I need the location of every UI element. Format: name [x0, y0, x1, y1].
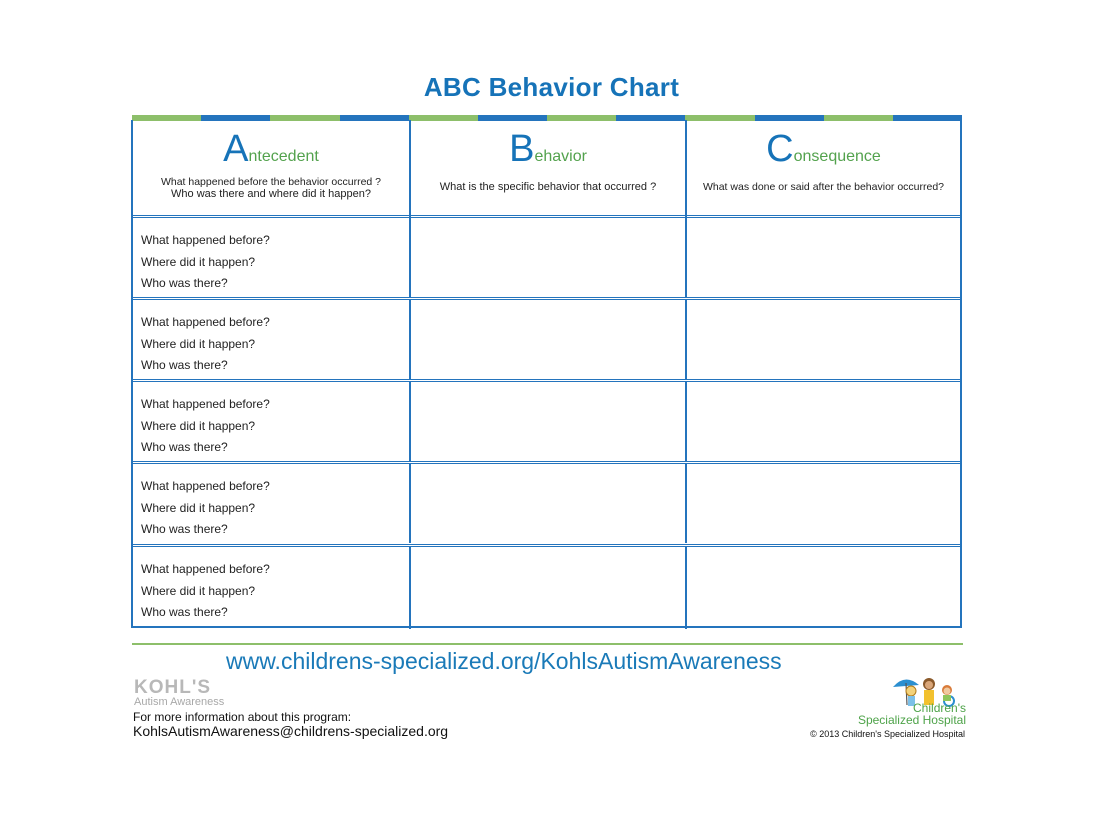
- hospital-name-line-1: Children's: [913, 701, 966, 715]
- abc-chart-table: [131, 120, 962, 628]
- info-text: For more information about this program:: [133, 710, 352, 724]
- antecedent-cell[interactable]: [133, 300, 409, 379]
- header-consequence: [685, 120, 960, 217]
- hospital-name: [846, 702, 966, 726]
- prompt-who: Who was there?: [141, 522, 228, 536]
- behavior-rest: ehavior: [534, 148, 587, 165]
- kohls-logo: KOHL'S: [134, 677, 212, 698]
- antecedent-desc-1: What happened before the behavior occurred ?: [160, 176, 382, 188]
- consequence-rest: onsequence: [793, 148, 881, 165]
- prompt-list: [133, 547, 409, 624]
- prompt-who: Who was there?: [141, 276, 228, 290]
- kohls-logo-subtitle: Autism Awareness: [134, 696, 225, 708]
- antecedent-cell[interactable]: [133, 464, 409, 543]
- table-row: [133, 379, 960, 461]
- header-antecedent: [133, 120, 409, 217]
- copyright-text: © 2013 Children's Specialized Hospital: [810, 729, 965, 739]
- prompt-where: Where did it happen?: [141, 336, 256, 351]
- header-behavior: [409, 120, 685, 217]
- prompt-list: [133, 218, 409, 295]
- table-row: [133, 544, 960, 629]
- website-link[interactable]: www.childrens-specialized.org/KohlsAutismAwareness: [226, 648, 782, 674]
- prompt-what: What happened before?: [141, 315, 270, 329]
- prompt-what: What happened before?: [141, 562, 270, 576]
- table-row: [133, 297, 960, 379]
- antecedent-initial: A: [223, 128, 249, 170]
- table-row: [133, 461, 960, 543]
- prompt-what: What happened before?: [141, 397, 270, 411]
- prompt-where: Where did it happen?: [141, 418, 256, 433]
- behavior-cell[interactable]: [409, 382, 685, 461]
- header-row: [133, 120, 960, 217]
- prompt-list: [133, 382, 409, 459]
- behavior-cell[interactable]: [409, 218, 685, 297]
- prompt-what: What happened before?: [141, 479, 270, 493]
- antecedent-heading: [133, 128, 409, 171]
- behavior-initial: B: [509, 128, 535, 170]
- consequence-cell[interactable]: [685, 218, 960, 297]
- behavior-desc: What is the specific behavior that occurred ?: [439, 181, 657, 193]
- antecedent-cell[interactable]: [133, 547, 409, 629]
- consequence-cell[interactable]: [685, 464, 960, 543]
- behavior-heading: [411, 128, 685, 171]
- consequence-cell[interactable]: [685, 547, 960, 629]
- behavior-cell[interactable]: [409, 300, 685, 379]
- email-link[interactable]: KohlsAutismAwareness@childrens-specialized.org: [133, 723, 449, 739]
- consequence-cell[interactable]: [685, 300, 960, 379]
- prompt-where: Where did it happen?: [141, 254, 256, 269]
- prompt-what: What happened before?: [141, 233, 270, 247]
- footer-divider: [132, 643, 963, 645]
- consequence-initial: C: [766, 128, 794, 170]
- consequence-heading: [687, 128, 960, 171]
- table-row: [133, 215, 960, 297]
- page-title: ABC Behavior Chart: [423, 72, 680, 102]
- consequence-cell[interactable]: [685, 382, 960, 461]
- prompt-where: Where did it happen?: [141, 583, 256, 598]
- behavior-cell[interactable]: [409, 464, 685, 543]
- prompt-where: Where did it happen?: [141, 500, 256, 515]
- antecedent-rest: ntecedent: [248, 148, 319, 165]
- prompt-list: [133, 300, 409, 377]
- consequence-desc: What was done or said after the behavior occurred?: [702, 181, 945, 193]
- prompt-who: Who was there?: [141, 440, 228, 454]
- prompt-who: Who was there?: [141, 358, 228, 372]
- antecedent-cell[interactable]: [133, 218, 409, 297]
- prompt-list: [133, 464, 409, 541]
- antecedent-desc-2: Who was there and where did it happen?: [171, 188, 371, 200]
- behavior-cell[interactable]: [409, 547, 685, 629]
- hospital-name-line-2: Specialized Hospital: [857, 713, 966, 727]
- prompt-who: Who was there?: [141, 605, 228, 619]
- antecedent-cell[interactable]: [133, 382, 409, 461]
